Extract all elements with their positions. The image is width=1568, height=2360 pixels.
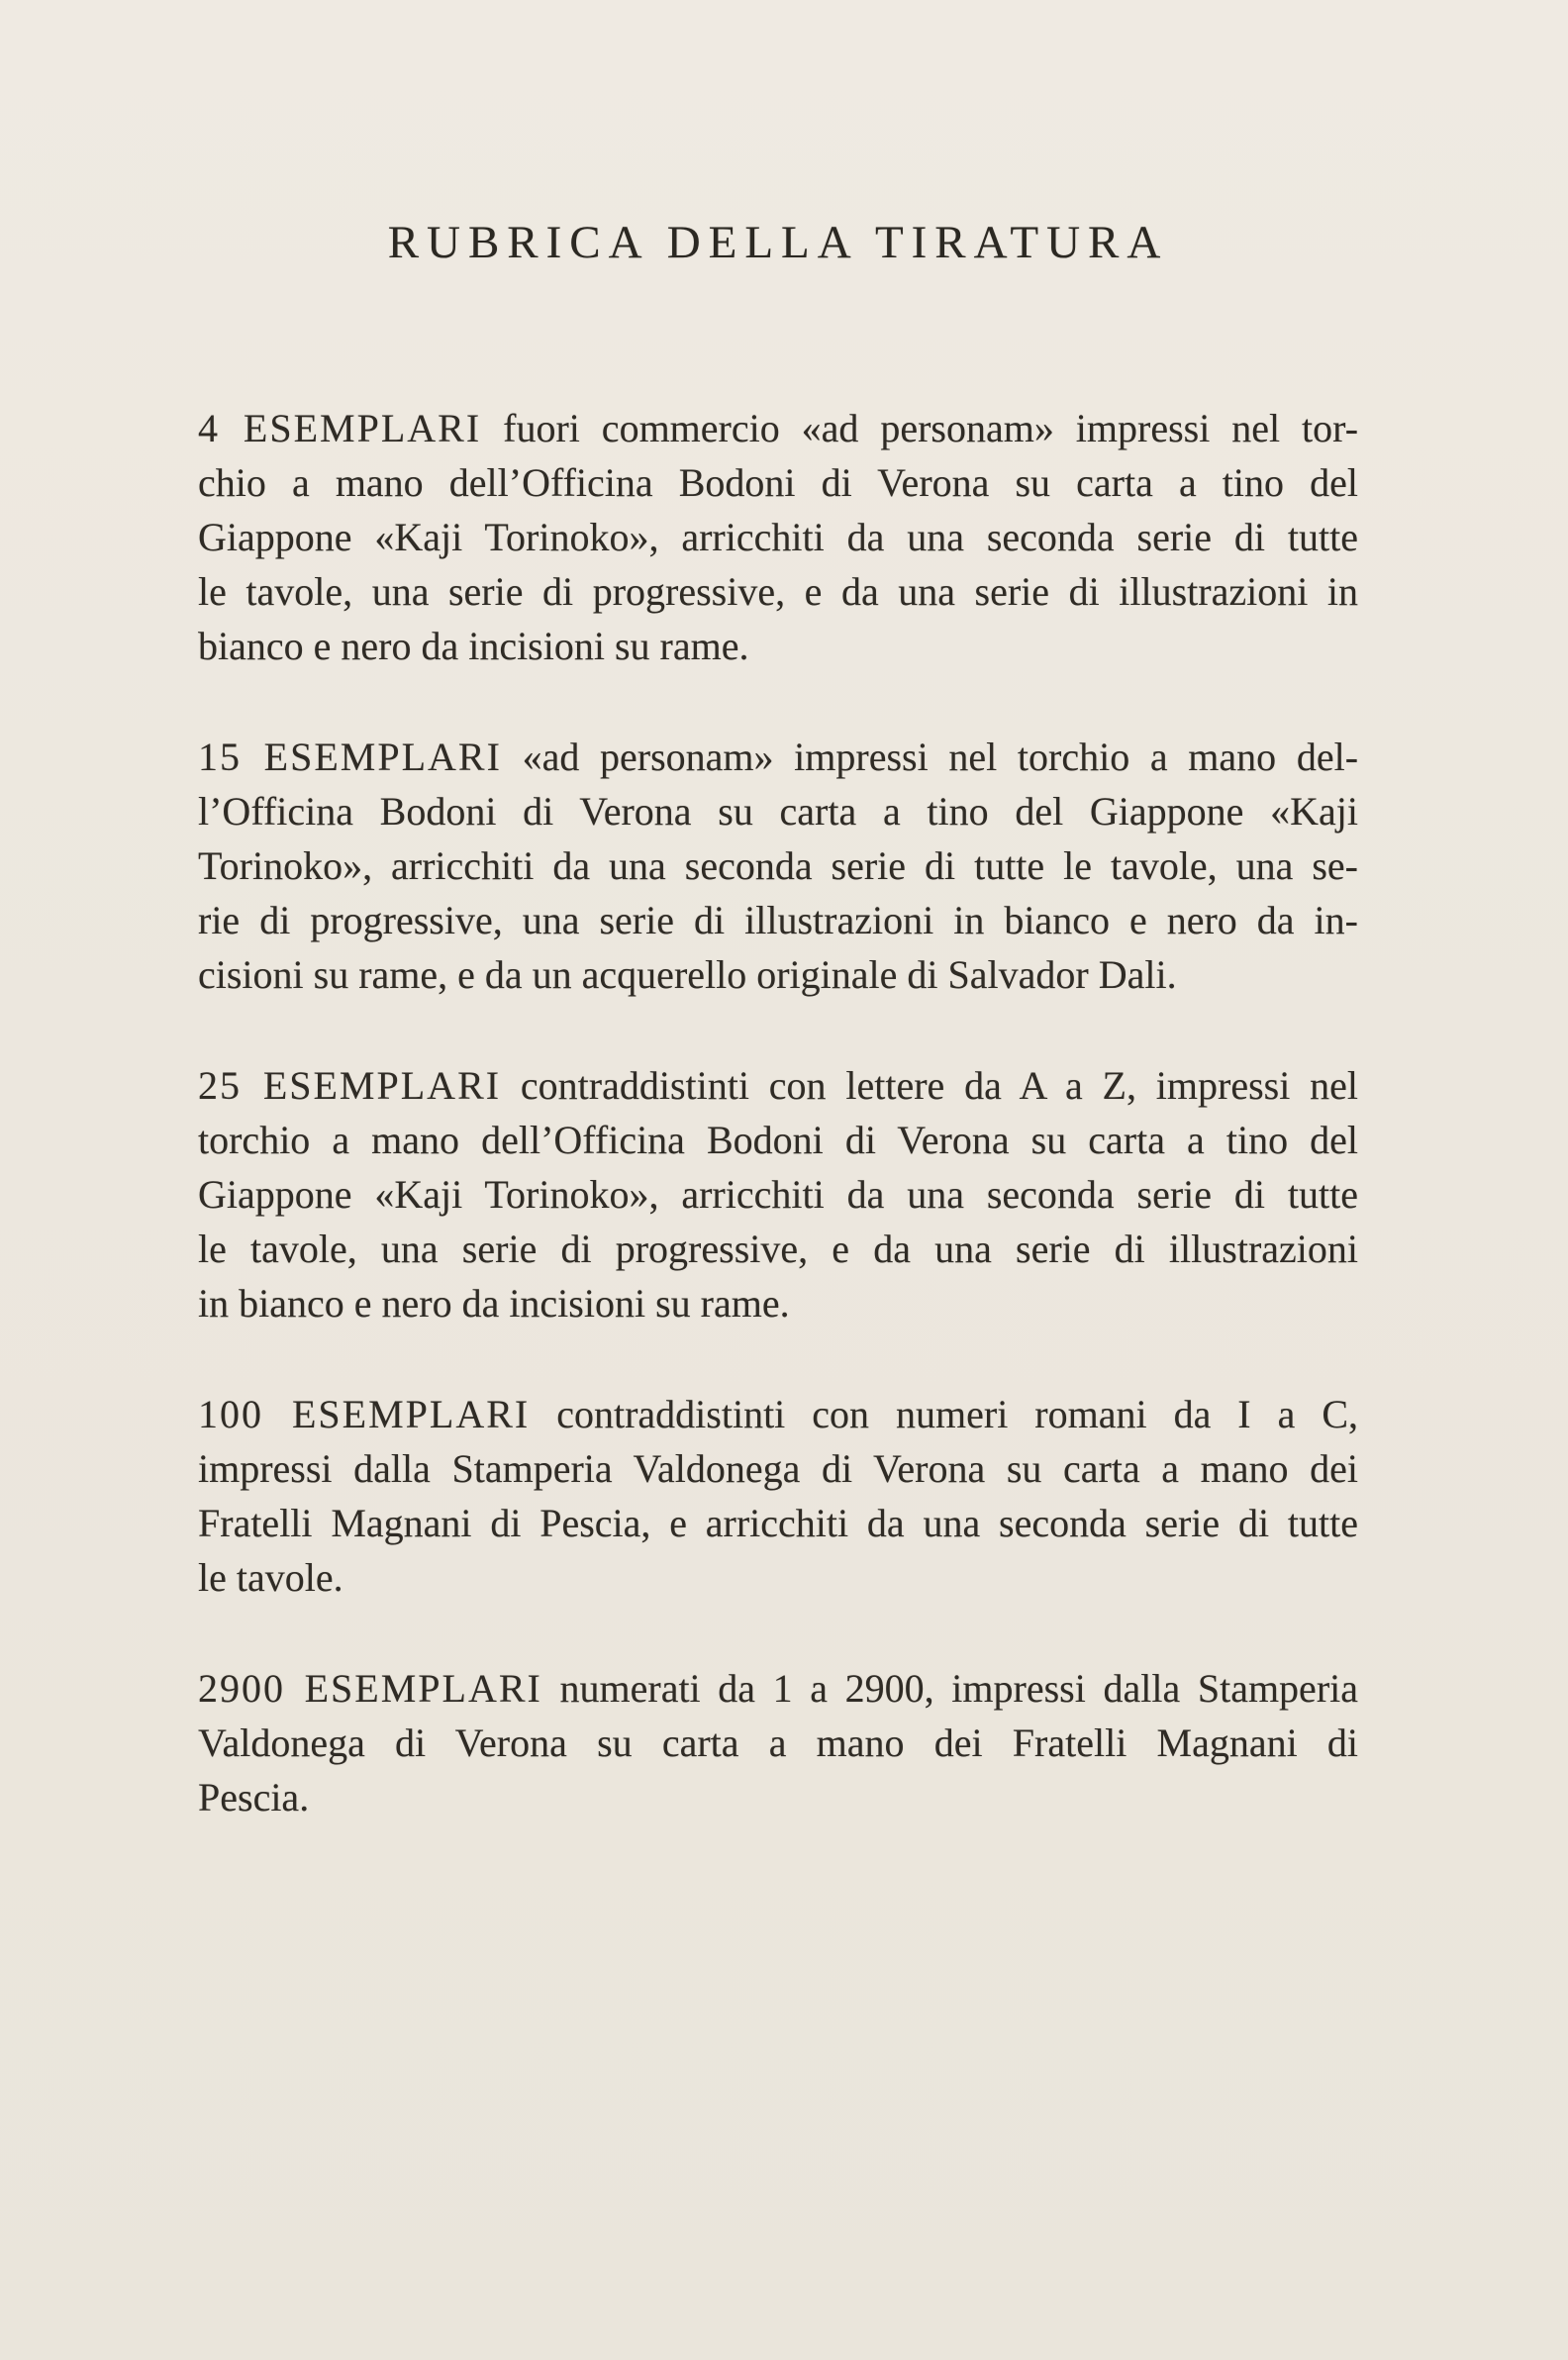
paragraph xyxy=(198,1058,1358,1330)
text-line: impressi dalla Stamperia Valdonega di Verona su carta a mano dei xyxy=(198,1446,1358,1491)
edition-count-lead: 15 ESEMPLARI xyxy=(198,735,502,779)
text-line: Giappone «Kaji Torinoko», arricchiti da una seconda serie di tutte xyxy=(198,1172,1358,1217)
edition-count-lead: 4 ESEMPLARI xyxy=(198,406,482,450)
text-line: le tavole, una serie di progressive, e da una serie di illustrazioni xyxy=(198,1227,1358,1271)
line-text: fuori commercio «ad personam» impressi nel tor- xyxy=(503,406,1359,450)
text-line: chio a mano dell’Officina Bodoni di Verona su carta a tino del xyxy=(198,460,1358,505)
paragraph xyxy=(198,730,1358,1002)
text-line: Giappone «Kaji Torinoko», arricchiti da una seconda serie di tutte xyxy=(198,515,1358,559)
line-text: numerati da 1 a 2900, impressi dalla Stamperia xyxy=(559,1666,1358,1711)
limitation-text-block xyxy=(198,401,1358,1881)
text-line: Fratelli Magnani di Pescia, e arricchiti da una seconda serie di tutte xyxy=(198,1501,1358,1545)
text-line: Torinoko», arricchiti da una seconda serie di tutte le tavole, una se- xyxy=(198,843,1358,888)
text-line: bianco e nero da incisioni su rame. xyxy=(198,624,749,668)
paragraph xyxy=(198,1661,1358,1824)
text-line: le tavole. xyxy=(198,1555,343,1600)
edition-count-lead: 100 ESEMPLARI xyxy=(198,1392,531,1436)
page-title: RUBRICA DELLA TIRATURA xyxy=(387,217,1169,268)
text-line: rie di progressive, una serie di illustrazioni in bianco e nero da in- xyxy=(198,898,1358,942)
edition-count-lead: 25 ESEMPLARI xyxy=(198,1063,502,1108)
text-line xyxy=(198,401,1358,455)
text-line: Valdonega di Verona su carta a mano dei Fratelli Magnani di xyxy=(198,1721,1358,1765)
text-line xyxy=(198,730,1358,784)
text-line: torchio a mano dell’Officina Bodoni di Verona su carta a tino del xyxy=(198,1118,1358,1162)
text-line xyxy=(198,1387,1358,1441)
text-line xyxy=(198,1058,1358,1113)
text-line: l’Officina Bodoni di Verona su carta a tino del Giappone «Kaji xyxy=(198,789,1358,834)
text-line: in bianco e nero da incisioni su rame. xyxy=(198,1281,790,1326)
line-text: «ad personam» impressi nel torchio a mano del- xyxy=(522,735,1359,779)
paragraph xyxy=(198,401,1358,673)
line-text: contraddistinti con numeri romani da I a C, xyxy=(556,1392,1359,1436)
line-text: contraddistinti con lettere da A a Z, impressi nel xyxy=(520,1063,1359,1108)
edition-count-lead: 2900 ESEMPLARI xyxy=(198,1666,542,1711)
text-line: cisioni su rame, e da un acquerello originale di Salvador Dali. xyxy=(198,952,1177,997)
text-line: le tavole, una serie di progressive, e da una serie di illustrazioni in xyxy=(198,569,1358,614)
paragraph xyxy=(198,1387,1358,1605)
text-line xyxy=(198,1661,1358,1716)
text-line: Pescia. xyxy=(198,1775,310,1819)
